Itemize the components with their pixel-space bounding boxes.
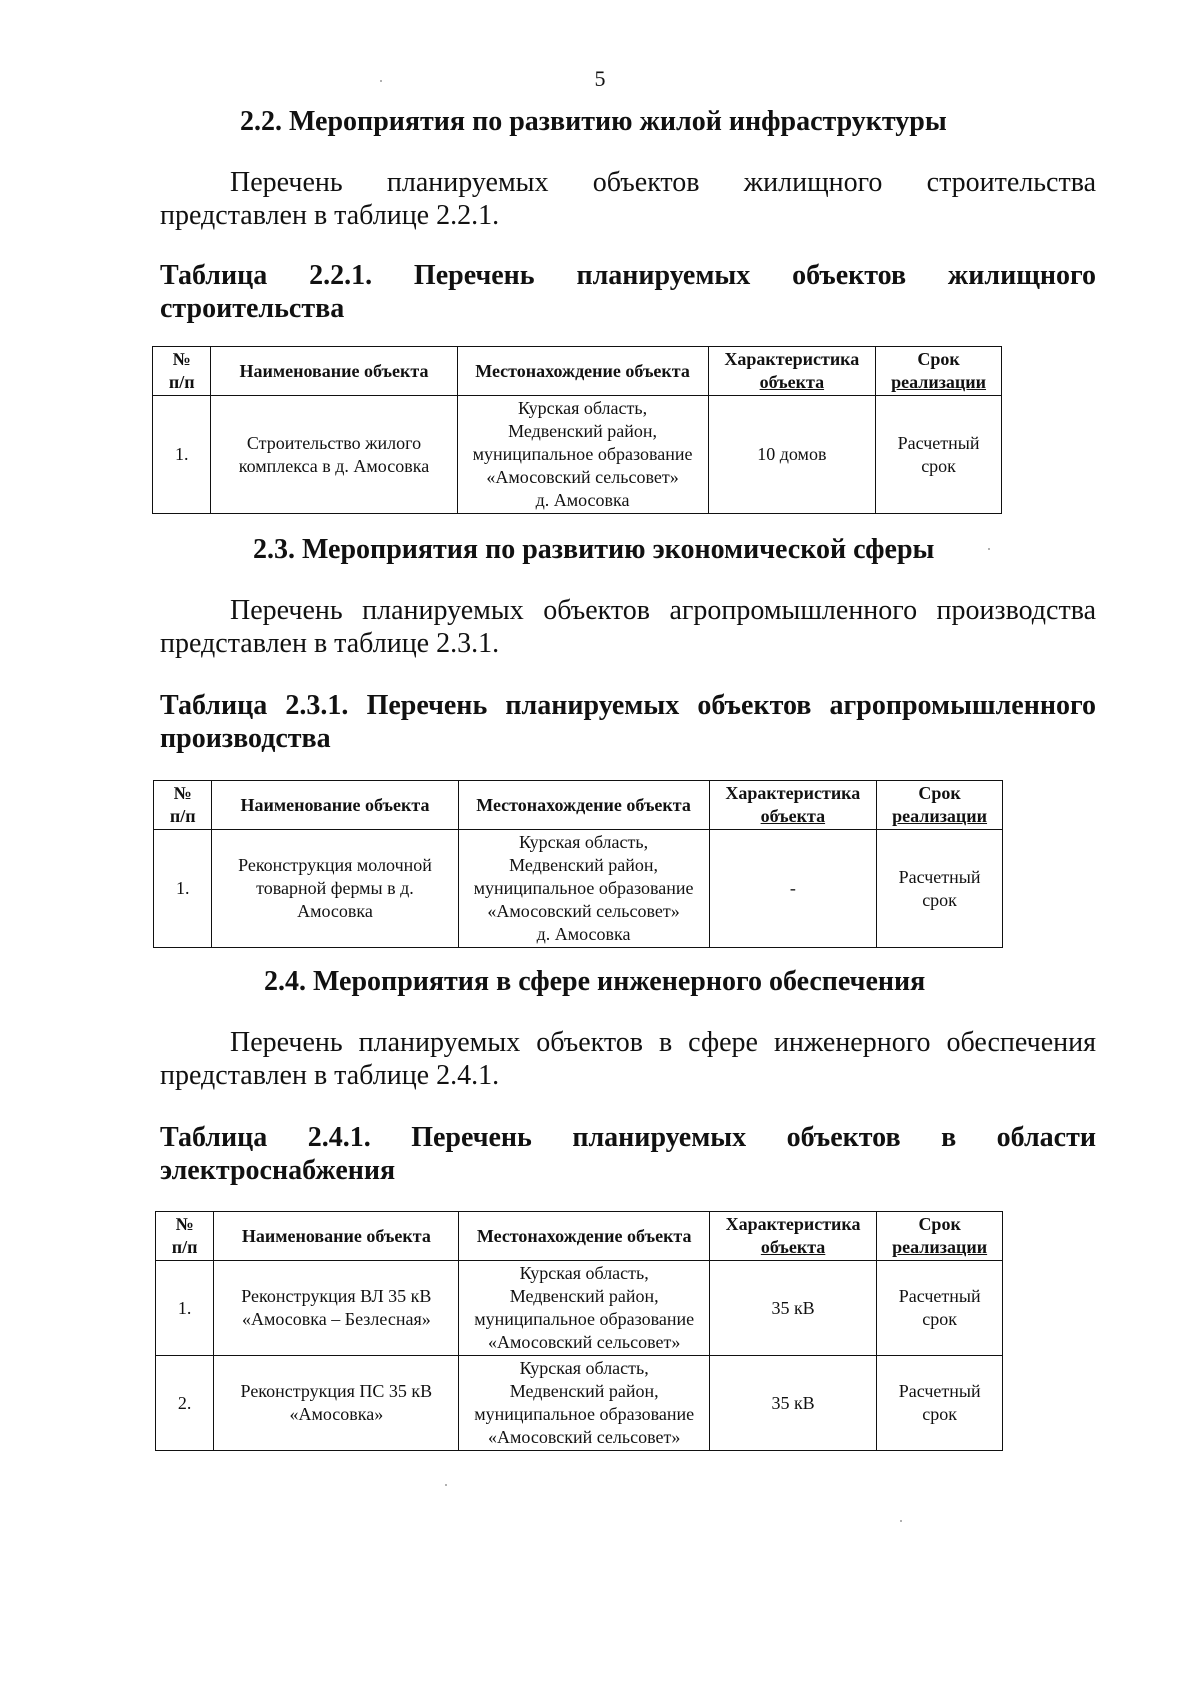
cell-line: Курская область, <box>518 832 649 852</box>
header-term <box>877 781 1003 830</box>
header-term <box>877 1212 1003 1261</box>
cell-line: объекта <box>760 806 826 826</box>
cell-line: муниципальное образование <box>474 1309 695 1329</box>
cell-line: д. Амосовка <box>536 924 631 944</box>
cell-name <box>214 1356 459 1451</box>
header-name <box>214 1212 459 1261</box>
cell-line: Реконструкция ПС 35 кВ <box>240 1381 433 1401</box>
header-location <box>457 347 708 396</box>
cell-line: Наименование объекта <box>241 1225 431 1246</box>
cell-line: п/п <box>171 1237 198 1257</box>
header-name <box>212 781 458 830</box>
section-heading-2-3: 2.3. Мероприятия по развитию экономической сферы <box>253 534 935 565</box>
cell-line: Местонахождение объекта <box>475 360 690 381</box>
cell-line: Срок <box>918 783 961 803</box>
cell-line: 1. <box>174 444 189 464</box>
cell-line: муниципальное образование <box>473 878 694 898</box>
cell-term <box>877 1356 1003 1451</box>
cell-line: Характеристика <box>724 349 860 369</box>
table-2-2-1 <box>152 346 1002 514</box>
cell-line: Характеристика <box>725 1214 861 1234</box>
cell-line: срок <box>922 889 957 910</box>
header-term <box>876 347 1002 396</box>
cell-line: Курская область, <box>517 398 648 418</box>
table-row <box>154 830 1003 948</box>
cell-line: «Амосовский сельсовет» <box>487 901 680 921</box>
cell-line: Реконструкция ВЛ 35 кВ <box>241 1286 432 1306</box>
cell-line: срок <box>921 455 956 476</box>
cell-location <box>459 1356 709 1451</box>
cell-name <box>212 830 458 948</box>
cell-line: Наименование объекта <box>239 360 429 381</box>
cell-line: д. Амосовка <box>535 490 630 510</box>
table-header-row <box>154 781 1003 830</box>
cell-characteristic <box>709 1356 876 1451</box>
cell-line: п/п <box>168 372 195 392</box>
cell-line: 1. <box>175 878 190 898</box>
cell-term <box>877 830 1003 948</box>
caption-line: электроснабжения <box>160 1155 396 1186</box>
caption-line: Таблица 2.3.1. Перечень планируемых объектов агропромышленного <box>160 690 1096 721</box>
cell-line: 2. <box>177 1392 192 1413</box>
cell-line: «Амосовский сельсовет» <box>486 467 679 487</box>
paragraph-line: представлен в таблице 2.4.1. <box>160 1060 500 1091</box>
paragraph-line: представлен в таблице 2.3.1. <box>160 628 500 659</box>
table-caption-2-4-1 <box>160 1121 1096 1187</box>
scan-speck <box>445 1484 447 1486</box>
cell-name <box>211 396 457 514</box>
scan-speck <box>380 80 382 82</box>
cell-line: Медвенский район, <box>509 855 659 875</box>
cell-characteristic <box>709 830 877 948</box>
cell-line: срок <box>922 1309 957 1329</box>
cell-line: Расчетный <box>898 1381 981 1401</box>
cell-line: «Амосовский сельсовет» <box>488 1427 681 1447</box>
cell-num <box>156 1261 214 1356</box>
cell-line: реализации <box>891 372 987 392</box>
cell-line: 35 кВ <box>771 1392 815 1413</box>
cell-line: муниципальное образование <box>472 444 693 464</box>
cell-line: Местонахождение объекта <box>476 794 691 815</box>
cell-line: Срок <box>917 349 960 369</box>
cell-line: «Амосовка» <box>289 1404 384 1424</box>
section-heading-2-4: 2.4. Мероприятия в сфере инженерного обеспечения <box>264 966 926 997</box>
paragraph-line: Перечень планируемых объектов агропромышленного производства <box>230 595 1096 626</box>
cell-num <box>153 396 211 514</box>
cell-line: Расчетный <box>898 1286 981 1306</box>
cell-line: Медвенский район, <box>509 1381 659 1401</box>
paragraph-2-4 <box>160 1026 1096 1092</box>
cell-line: комплекса в д. Амосовка <box>238 455 430 476</box>
cell-line: муниципальное образование <box>474 1404 695 1424</box>
table-row <box>156 1356 1003 1451</box>
cell-line: «Амосовский сельсовет» <box>488 1332 681 1352</box>
scan-speck <box>900 1520 902 1522</box>
cell-line: объекта <box>759 372 825 392</box>
cell-line: товарной фермы в д. Амосовка <box>256 878 414 921</box>
scan-speck <box>988 548 990 550</box>
table-caption-2-3-1 <box>160 689 1096 755</box>
table-header-row <box>156 1212 1003 1261</box>
table-header-row <box>153 347 1002 396</box>
cell-line: Курская область, <box>519 1263 649 1283</box>
caption-line: строительства <box>160 293 345 324</box>
caption-line: производства <box>160 723 331 754</box>
cell-characteristic <box>709 1261 876 1356</box>
cell-line: 1. <box>177 1297 192 1318</box>
cell-line: реализации <box>892 1237 988 1257</box>
cell-line: № <box>175 1214 194 1234</box>
paragraph-2-3 <box>160 594 1096 660</box>
cell-line: «Амосовка – Безлесная» <box>241 1309 431 1329</box>
caption-line: Таблица 2.4.1. Перечень планируемых объектов в области <box>160 1122 1096 1153</box>
header-num <box>156 1212 214 1261</box>
table-2-4-1 <box>155 1211 1003 1451</box>
table-row <box>153 396 1002 514</box>
paragraph-line: Перечень планируемых объектов жилищного строительства <box>230 167 1096 198</box>
header-num <box>154 781 212 830</box>
cell-line: 35 кВ <box>771 1297 815 1318</box>
cell-line: реализации <box>892 806 988 826</box>
table-caption-2-2-1 <box>160 259 1096 325</box>
cell-line: Характеристика <box>725 783 861 803</box>
cell-line: Строительство жилого <box>246 432 422 453</box>
paragraph-2-2 <box>160 166 1096 232</box>
caption-line: Таблица 2.2.1. Перечень планируемых объектов жилищного <box>160 260 1096 291</box>
paragraph-line: представлен в таблице 2.2.1. <box>160 200 500 231</box>
section-heading-2-2: 2.2. Мероприятия по развитию жилой инфраструктуры <box>240 106 947 137</box>
cell-line: п/п <box>169 806 196 826</box>
cell-line: Срок <box>918 1214 961 1234</box>
header-name <box>211 347 457 396</box>
cell-line: Реконструкция молочной <box>238 855 432 875</box>
cell-line: Медвенский район, <box>508 421 658 441</box>
table-2-3-1 <box>153 780 1003 948</box>
cell-line: 10 домов <box>757 444 827 464</box>
cell-name <box>214 1261 459 1356</box>
header-characteristic <box>709 1212 876 1261</box>
cell-line: Расчетный <box>897 432 980 453</box>
cell-num <box>154 830 212 948</box>
header-num <box>153 347 211 396</box>
page-number: 5 <box>594 66 606 91</box>
cell-term <box>877 1261 1003 1356</box>
cell-line: Медвенский район, <box>509 1286 659 1306</box>
cell-location <box>457 396 708 514</box>
cell-line: объекта <box>760 1237 826 1257</box>
cell-line: срок <box>922 1404 957 1424</box>
header-characteristic <box>708 347 876 396</box>
cell-line: № <box>173 783 192 803</box>
cell-line: Наименование объекта <box>240 794 430 815</box>
header-location <box>459 1212 709 1261</box>
cell-characteristic <box>708 396 876 514</box>
cell-term <box>876 396 1002 514</box>
paragraph-line: Перечень планируемых объектов в сфере инженерного обеспечения <box>230 1027 1096 1058</box>
cell-line: Курская область, <box>519 1358 649 1378</box>
cell-location <box>458 830 709 948</box>
cell-line: - <box>789 878 796 898</box>
cell-num <box>156 1356 214 1451</box>
cell-line: Местонахождение объекта <box>476 1225 692 1246</box>
cell-line: Расчетный <box>898 866 981 887</box>
cell-location <box>459 1261 709 1356</box>
table-row <box>156 1261 1003 1356</box>
header-location <box>458 781 709 830</box>
cell-line: № <box>172 349 191 369</box>
header-characteristic <box>709 781 877 830</box>
